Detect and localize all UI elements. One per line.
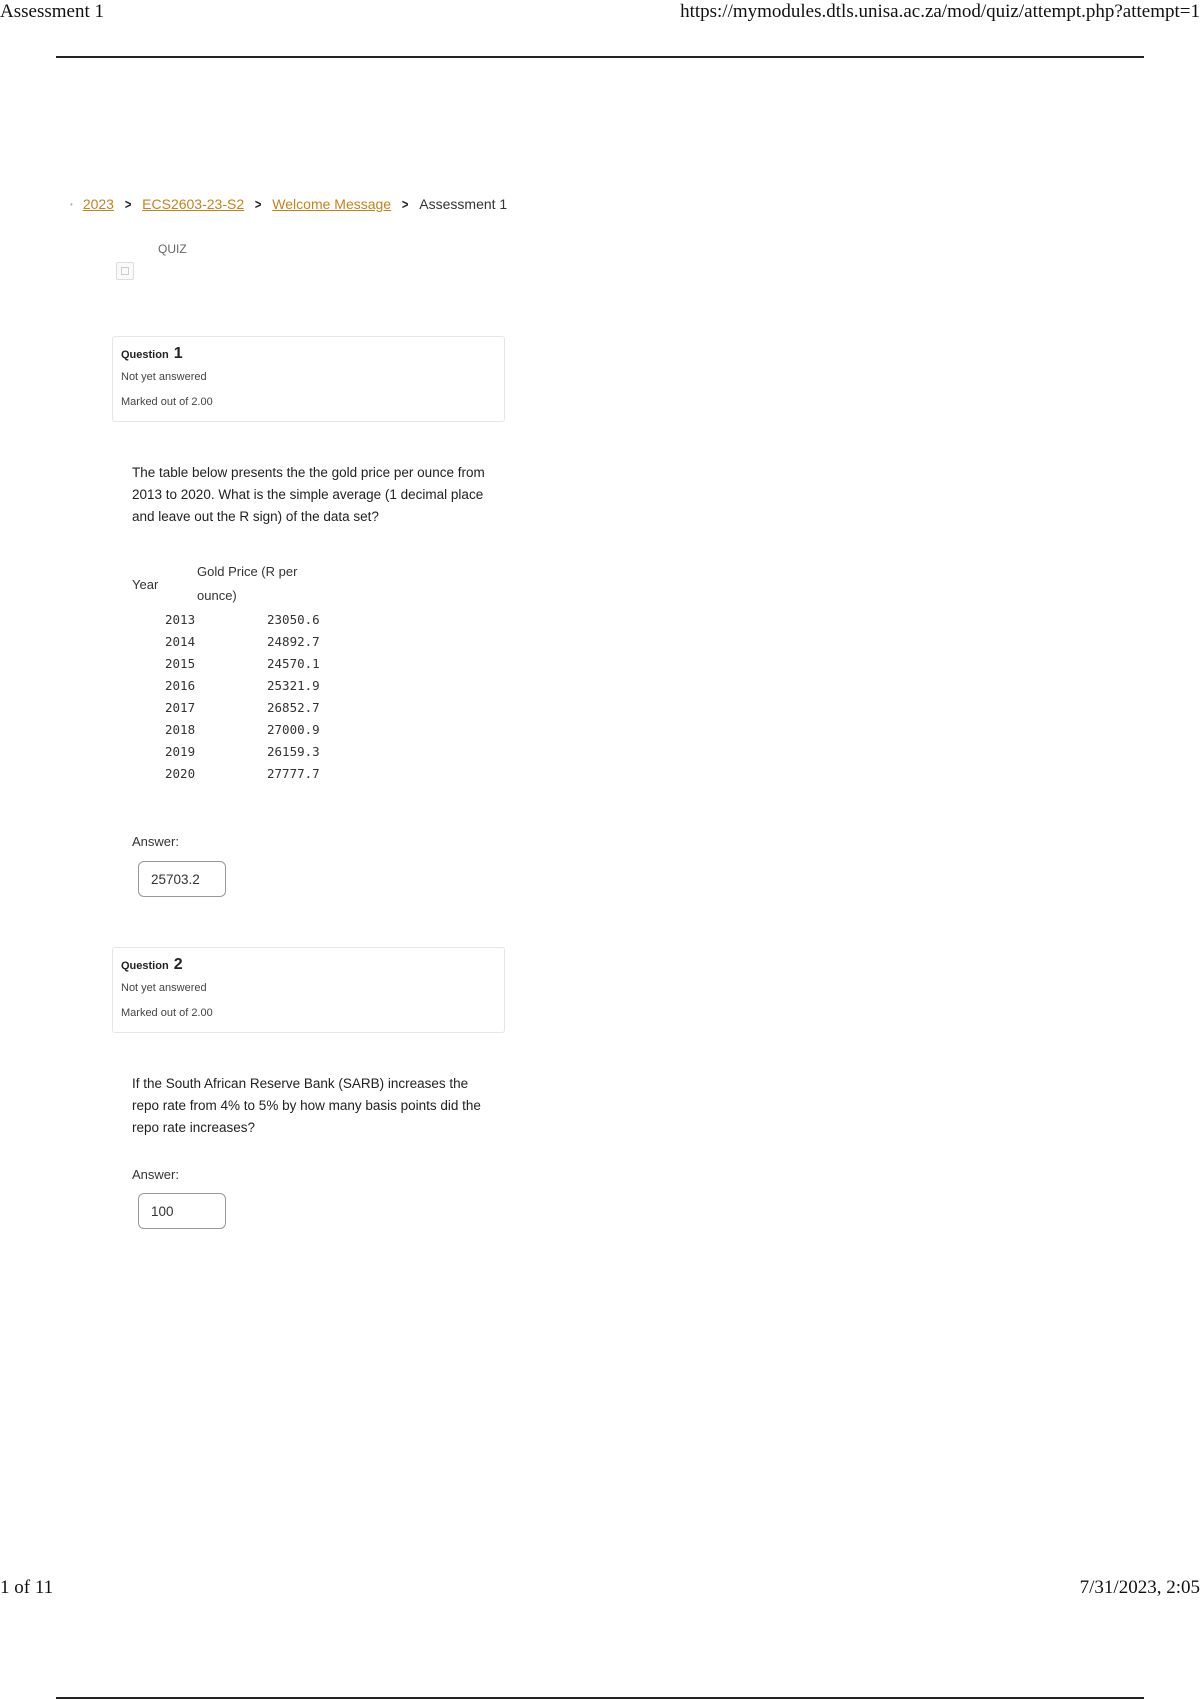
table-cell-price: 24892.7 [267, 633, 320, 649]
table-cell-year: 2014 [165, 633, 196, 649]
question-1-info [112, 336, 505, 422]
gold-price-table [132, 560, 320, 784]
chevron-right-icon: > [124, 196, 132, 212]
print-footer-datetime: 7/31/2023, 2:05 [1079, 1577, 1200, 1598]
question-title-label: Question [121, 960, 169, 972]
question-2-grade: Marked out of 2.00 [121, 1007, 213, 1019]
table-cell-year: 2018 [165, 721, 196, 737]
table-row [132, 674, 320, 696]
table-cell-price: 26852.7 [267, 699, 320, 715]
question-1-title [121, 345, 496, 365]
question-2-state: Not yet answered [121, 982, 207, 994]
print-footer [0, 1577, 1200, 1601]
print-header [0, 1, 1200, 25]
footer-divider [56, 1697, 1144, 1699]
table-cell-price: 24570.1 [267, 655, 320, 671]
breadcrumb-link-year[interactable]: 2023 [82, 196, 114, 212]
table-header-price: Gold Price (R per ounce) [197, 564, 298, 603]
table-cell-year: 2020 [165, 765, 196, 781]
question-1-grade: Marked out of 2.00 [121, 396, 213, 408]
breadcrumb-link-course[interactable]: ECS2603-23-S2 [142, 196, 245, 212]
question-1-answer-input[interactable] [138, 861, 226, 897]
table-row [132, 740, 320, 762]
print-footer-page: 1 of 11 [0, 1577, 54, 1598]
print-header-url: https://mymodules.dtls.unisa.ac.za/mod/quiz/attempt.php?attempt=1 [680, 1, 1200, 22]
table-cell-year: 2019 [165, 743, 196, 759]
question-1-answer-label: Answer: [132, 834, 179, 849]
table-row [132, 630, 320, 652]
table-cell-price: 25321.9 [267, 677, 320, 693]
table-header-row [132, 560, 320, 608]
question-number: 2 [173, 956, 183, 973]
table-header-year: Year [132, 576, 159, 592]
breadcrumb-link-welcome[interactable]: Welcome Message [272, 196, 392, 212]
question-1-text: The table below presents the the gold price per ounce from 2013 to 2020. What is the simple average (1 decimal place and leave out the R sign) of the data set? [132, 465, 485, 524]
table-cell-price: 27000.9 [267, 721, 320, 737]
question-2-info [112, 947, 505, 1033]
breadcrumb-bullet-icon: • [70, 199, 73, 209]
table-cell-year: 2017 [165, 699, 196, 715]
table-cell-price: 23050.6 [267, 611, 320, 627]
table-cell-price: 27777.7 [267, 765, 320, 781]
table-row [132, 762, 320, 784]
table-cell-price: 26159.3 [267, 743, 320, 759]
question-2-text: If the South African Reserve Bank (SARB) increases the repo rate from 4% to 5% by how many basis points did the repo rate increases? [132, 1076, 481, 1135]
header-divider [56, 56, 1144, 58]
question-2-answer-label: Answer: [132, 1167, 179, 1182]
question-1-state: Not yet answered [121, 371, 207, 383]
chevron-right-icon: > [401, 196, 409, 212]
question-2-title [121, 956, 496, 976]
table-cell-year: 2016 [165, 677, 196, 693]
table-row [132, 652, 320, 674]
question-number: 1 [173, 345, 183, 362]
table-cell-year: 2015 [165, 655, 196, 671]
question-2-answer-input[interactable] [138, 1193, 226, 1229]
table-row [132, 718, 320, 740]
breadcrumb [70, 196, 507, 212]
table-row [132, 608, 320, 630]
quiz-icon [116, 262, 134, 280]
breadcrumb-current: Assessment 1 [419, 196, 508, 212]
table-cell-year: 2013 [165, 611, 196, 627]
table-row [132, 696, 320, 718]
chevron-right-icon: > [254, 196, 262, 212]
activity-type-label: QUIZ [158, 242, 187, 256]
print-header-title: Assessment 1 [0, 1, 104, 22]
question-title-label: Question [121, 349, 169, 361]
